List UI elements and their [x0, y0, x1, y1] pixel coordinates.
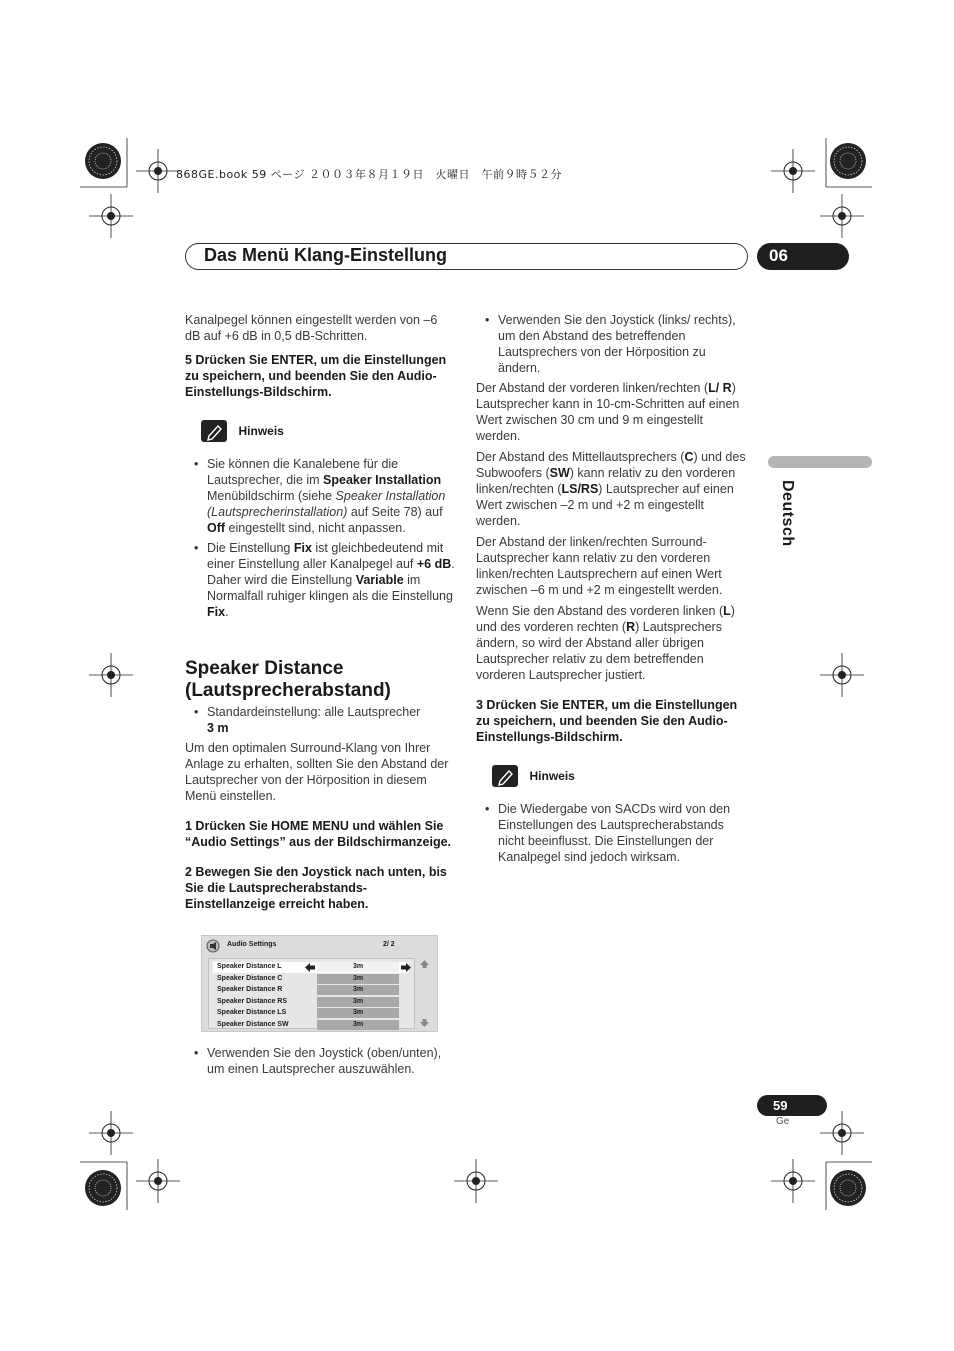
language-tab — [768, 456, 872, 468]
osd-row-selected[interactable]: Speaker Distance L 3m — [213, 962, 409, 973]
left-column-lower — [185, 704, 455, 917]
print-header: 868GE.book 59 ページ ２００３年８月１９日 火曜日 午前９時５２分 — [176, 168, 563, 181]
section-title: Speaker Distance (Lautsprecherabstand) — [185, 658, 391, 701]
paragraph: Um den optimalen Surround-Klang von Ihrer Anlage zu erhalten, sollten Sie den Abstand der Lautsprecher von der Hörposition in diesem Menü einstellen. — [185, 741, 449, 803]
paragraph: Der Abstand der vorderen linken/rechten (L/ R) Lautsprecher kann in 10-cm-Schritten auf einen Wert zwischen 30 cm und 9 m eingestellt werden. — [476, 381, 740, 443]
arrow-left-icon — [305, 963, 315, 972]
osd-scrollbar[interactable] — [417, 958, 432, 1029]
chapter-number: 06 — [769, 246, 788, 265]
list-item: • Sie können die Kanalebene für die Lautsprecher, die im Speaker Installation Menübildschirm (siehe Speaker Installation (Lautsprecherinstallation) auf Seite 78) auf Off eingestellt sind, nicht anpassen. — [185, 456, 455, 536]
osd-title: Audio Settings — [227, 941, 277, 948]
list-item: • Die Einstellung Fix ist gleichbedeutend mit einer Einstellung aller Kanalpegel auf +6 dB. Daher wird die Einstellung Variable im Normalfall ruhiger klingen als die Einstellung Fix. — [185, 540, 455, 620]
osd-row[interactable]: Speaker Distance SW 3m — [213, 1020, 409, 1031]
language-label — [772, 480, 798, 550]
left-column — [185, 312, 455, 624]
list-item: • Standardeinstellung: alle Lautsprecher 3 m — [185, 704, 455, 736]
scroll-down-icon — [420, 1019, 429, 1027]
hint-block — [201, 420, 455, 444]
osd-row[interactable]: Speaker Distance LS 3m — [213, 1008, 409, 1019]
page-number: 59 — [773, 1098, 788, 1113]
hint-label: Hinweis — [529, 769, 575, 783]
pencil-icon — [201, 420, 227, 442]
step-5: 5 Drücken Sie ENTER, um die Einstellungen zu speichern, und beenden Sie den Audio-Einstellungs-Bildschirm. — [185, 353, 447, 399]
hint-list — [185, 456, 455, 620]
step-3: 3 Drücken Sie ENTER, um die Einstellungen zu speichern, und beenden Sie den Audio-Einstellungs-Bildschirm. — [476, 698, 738, 744]
page-title: Das Menü Klang-Einstellung — [204, 245, 448, 265]
page-number-badge — [757, 1095, 827, 1116]
step-2: 2 Bewegen Sie den Joystick nach unten, bis Sie die Lautsprecherabstands-Einstellanzeige erreicht haben. — [185, 865, 447, 911]
language-text: Deutsch — [779, 480, 796, 547]
audio-settings-screen — [201, 935, 438, 1032]
chapter-badge — [757, 243, 849, 270]
list-item: • Verwenden Sie den Joystick (links/ rechts), um den Abstand des betreffenden Lautsprechers von der Hörposition zu ändern. — [476, 312, 746, 376]
paragraph: Der Abstand der linken/rechten Surround-Lautsprecher kann relativ zu den vorderen linken/rechten Lautsprechern auf einen Wert zwischen –6 m und +2 m eingestellt werden. — [476, 535, 723, 597]
paragraph: Der Abstand des Mittellautsprechers (C) und des Subwoofers (SW) kann relativ zu den vorderen linken/rechten (LS/RS) Lautsprecher auf einen Wert zwischen –2 m und +2 m eingestellt werden. — [476, 450, 746, 528]
speaker-icon — [206, 939, 220, 953]
pencil-icon — [492, 765, 518, 787]
list-item: • Verwenden Sie den Joystick (oben/unten), um einen Lautsprecher auszuwählen. — [185, 1045, 460, 1077]
osd-page: 2/ 2 — [383, 941, 395, 948]
osd-list — [208, 958, 415, 1029]
intro-paragraph: Kanalpegel können eingestellt werden von –6 dB auf +6 dB in 0,5 dB-Schritten. — [185, 313, 438, 343]
step-1: 1 Drücken Sie HOME MENU und wählen Sie “Audio Settings” aus der Bildschirmanzeige. — [185, 819, 452, 849]
osd-row[interactable]: Speaker Distance C 3m — [213, 974, 409, 985]
list-item: • Die Wiedergabe von SACDs wird von den Einstellungen des Lautsprecherabstands nicht beeinflusst. Die Einstellungen der Kanalpegel sind jedoch wirksam. — [476, 801, 746, 865]
page-language: Ge — [776, 1116, 790, 1127]
osd-row[interactable]: Speaker Distance RS 3m — [213, 997, 409, 1008]
osd-row[interactable]: Speaker Distance R 3m — [213, 985, 409, 996]
scroll-up-icon — [420, 960, 429, 968]
hint-block — [492, 765, 746, 789]
hint-label: Hinweis — [238, 424, 284, 438]
arrow-right-icon — [401, 963, 411, 972]
paragraph: Wenn Sie den Abstand des vorderen linken (L) und des vorderen rechten (R) Lautsprechers ändern, so wird der Abstand aller übrigen Lautsprecher relativ zu dem betreffenden vorderen Lautsprecher justiert. — [476, 604, 735, 682]
right-column — [476, 312, 746, 869]
bottom-bullet — [185, 1045, 460, 1081]
